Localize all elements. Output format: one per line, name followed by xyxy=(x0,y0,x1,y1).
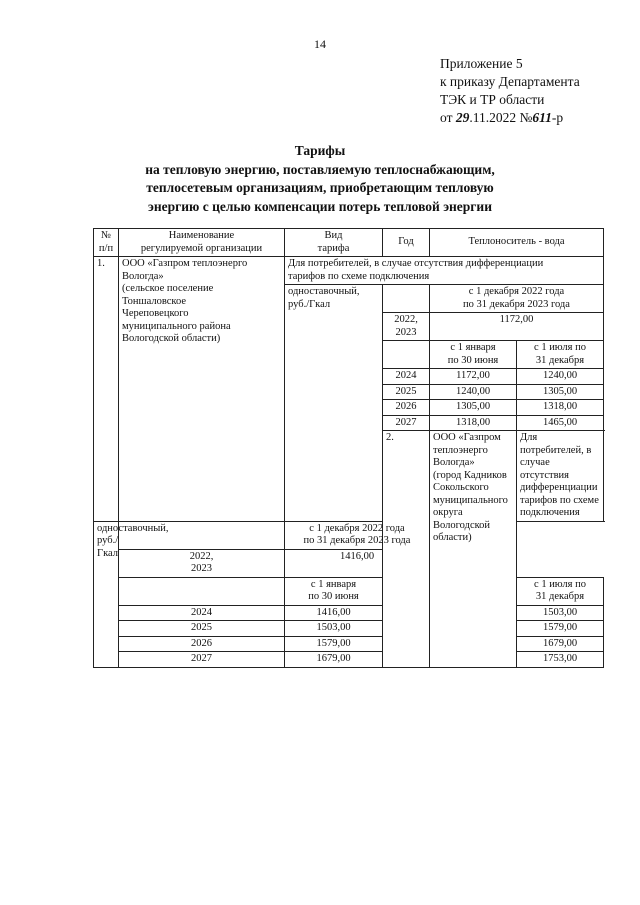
org1-half2-label: с 1 июля по 31 декабря xyxy=(517,341,604,369)
title-line-3: энергию с целью компенсации потерь тепловой энергии xyxy=(148,198,492,214)
org2-half2-label: с 1 июля по 31 декабря xyxy=(517,577,604,605)
value-cell: 1305,00 xyxy=(517,384,604,400)
org1-num: 1. xyxy=(94,257,119,522)
year-cell: 2026 xyxy=(383,400,430,416)
org2-num: 2. xyxy=(383,431,430,668)
table-row xyxy=(94,605,604,621)
order-suffix: -р xyxy=(551,110,564,125)
header-tariff-type: Вид тарифа xyxy=(285,229,383,257)
table-row xyxy=(94,577,604,605)
value-cell: 1503,00 xyxy=(285,621,383,637)
table-row xyxy=(94,652,604,668)
org2-half-year-blank xyxy=(119,577,285,605)
org1-name: ООО «Газпром теплоэнерго Вологда» (сельское поселение Тоншаловское Череповецкого муниципального района Вологодской области) xyxy=(119,257,285,522)
tariff-table xyxy=(93,228,604,668)
value-cell: 1240,00 xyxy=(517,369,604,385)
year-cell: 2027 xyxy=(119,652,285,668)
org2-half1-label: с 1 января по 30 июня xyxy=(285,577,383,605)
org1-half-year-blank xyxy=(383,341,430,369)
appendix-line-1: Приложение 5 xyxy=(440,56,523,71)
value-cell: 1416,00 xyxy=(285,605,383,621)
org2-consumers: Для потребителей, в случае отсутствия дифференциации тарифов по схеме подключения xyxy=(517,431,604,522)
value-cell: 1753,00 xyxy=(517,652,604,668)
org2-base-value: 1416,00 xyxy=(285,549,430,577)
order-number: 611 xyxy=(532,110,552,125)
value-cell: 1503,00 xyxy=(517,605,604,621)
year-cell: 2027 xyxy=(383,415,430,431)
table-row xyxy=(94,257,604,285)
year-cell: 2026 xyxy=(119,636,285,652)
date-day: 29 xyxy=(455,110,470,125)
value-cell: 1318,00 xyxy=(430,415,517,431)
table-row xyxy=(94,549,604,577)
value-cell: 1305,00 xyxy=(430,400,517,416)
appendix-line-3: ТЭК и ТР области xyxy=(440,92,545,107)
year-cell: 2024 xyxy=(119,605,285,621)
value-cell: 1172,00 xyxy=(430,369,517,385)
header-carrier: Теплоноситель - вода xyxy=(430,229,604,257)
value-cell: 1579,00 xyxy=(517,621,604,637)
table-row xyxy=(94,521,604,549)
year-cell: 2024 xyxy=(383,369,430,385)
document-title xyxy=(0,142,640,216)
year-cell: 2025 xyxy=(383,384,430,400)
org2-tariff-type: одноставочный, руб./Гкал xyxy=(94,521,119,667)
year-cell: 2025 xyxy=(119,621,285,637)
header-org: Наименование регулируемой организации xyxy=(119,229,285,257)
date-prefix: от xyxy=(440,110,453,125)
date-rest: .11.2022 № xyxy=(469,110,533,125)
header-year: Год xyxy=(383,229,430,257)
title-line-1: на тепловую энергию, поставляемую теплоснабжающим, xyxy=(145,161,495,177)
title-line-2: теплосетевым организациям, приобретающим тепловую xyxy=(146,180,494,195)
value-cell: 1318,00 xyxy=(517,400,604,416)
value-cell: 1679,00 xyxy=(517,636,604,652)
org1-half1-label: с 1 января по 30 июня xyxy=(430,341,517,369)
org2-name: ООО «Газпром теплоэнерго Вологда» (город Кадников Сокольского муниципального округа Вологодской области) xyxy=(430,431,517,668)
value-cell: 1465,00 xyxy=(517,415,604,431)
value-cell: 1679,00 xyxy=(285,652,383,668)
org1-base-value: 1172,00 xyxy=(430,313,604,341)
table-row xyxy=(94,636,604,652)
org1-period: с 1 декабря 2022 года по 31 декабря 2023 года xyxy=(430,285,604,313)
appendix-line-2: к приказу Департамента xyxy=(440,74,580,89)
appendix-block xyxy=(440,55,580,127)
order-date-line xyxy=(440,109,580,127)
org2-period: с 1 декабря 2022 года по 31 декабря 2023 года xyxy=(285,521,430,549)
page-number: 14 xyxy=(314,37,326,51)
title-heading: Тарифы xyxy=(294,143,346,158)
table-row xyxy=(94,621,604,637)
header-num: № п/п xyxy=(94,229,119,257)
org1-period-year-blank xyxy=(383,285,430,313)
org1-consumers: Для потребителей, в случае отсутствия дифференциации тарифов по схеме подключения xyxy=(285,257,604,285)
org1-base-year: 2022, 2023 xyxy=(383,313,430,341)
org1-tariff-type: одноставочный, руб./Гкал xyxy=(285,285,383,522)
value-cell: 1579,00 xyxy=(285,636,383,652)
table-header-row xyxy=(94,229,604,257)
value-cell: 1240,00 xyxy=(430,384,517,400)
org2-base-year: 2022, 2023 xyxy=(119,549,285,577)
